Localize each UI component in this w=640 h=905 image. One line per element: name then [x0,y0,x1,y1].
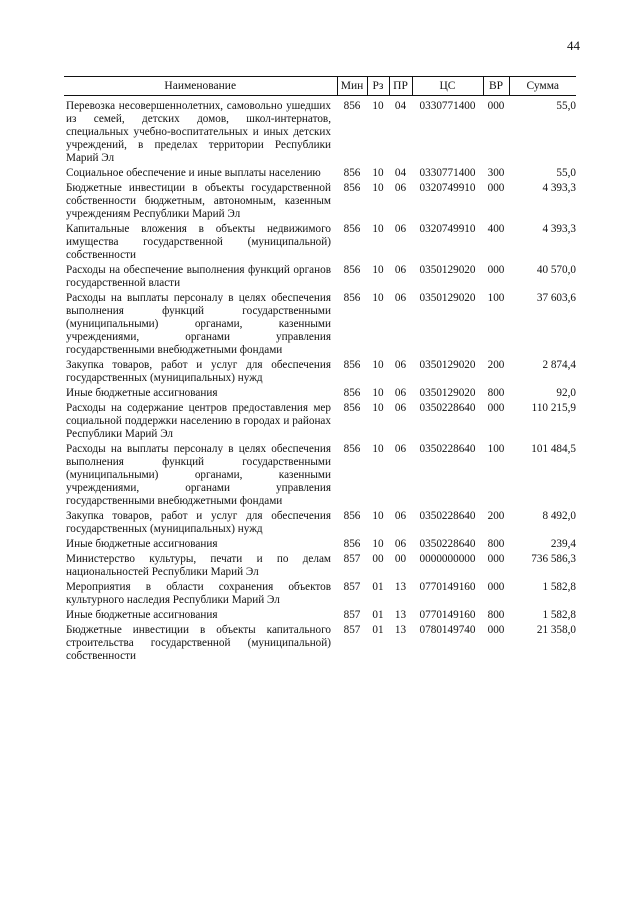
cell-min: 856 [343,538,361,550]
cell-vr: 000 [487,581,505,593]
cell-name: Капитальные вложения в объекты недвижимого имущества государственной (муниципальной) собственности [66,223,331,261]
table-row [64,624,576,665]
table-row [64,292,576,359]
cell-vr: 000 [487,553,505,565]
cell-vr: 100 [487,443,505,455]
cell-pr: 06 [394,443,407,455]
cell-min: 856 [343,292,361,304]
cell-rz: 01 [372,609,384,621]
header-rz: Рз [367,77,389,96]
cell-rz: 10 [372,292,384,304]
cell-name: Расходы на обеспечение выполнения функций органов государственной власти [66,264,331,289]
cell-min: 857 [343,553,361,565]
cell-min: 856 [343,443,361,455]
cell-pr: 06 [394,292,407,304]
cell-min: 856 [343,167,361,179]
cell-pr: 06 [394,402,407,414]
cell-sum: 40 570,0 [536,264,576,276]
table-row [64,553,576,581]
cell-cs: 0350129020 [419,387,476,399]
cell-pr: 13 [394,581,407,593]
cell-pr: 13 [394,609,407,621]
cell-name: Расходы на выплаты персоналу в целях обеспечения выполнения функций государственными (муниципальными) органами, казенными учреждениями, органами управления государственными внебюджетными фондами [66,443,331,507]
cell-rz: 10 [372,510,384,522]
cell-rz: 10 [372,100,384,112]
cell-pr: 06 [394,182,407,194]
cell-min: 856 [343,402,361,414]
cell-name: Закупка товаров, работ и услуг для обеспечения государственных (муниципальных) нужд [66,510,331,535]
cell-cs: 0780149740 [419,624,476,636]
cell-vr: 000 [487,402,505,414]
cell-rz: 10 [372,387,384,399]
cell-sum: 1 582,8 [542,609,576,621]
cell-pr: 06 [394,223,407,235]
cell-name: Бюджетные инвестиции в объекты капитального строительства государственной (муниципальной) собственности [66,624,331,662]
cell-rz: 10 [372,402,384,414]
page-number: 44 [567,38,580,53]
cell-sum: 110 215,9 [531,402,576,414]
cell-pr: 06 [394,387,407,399]
cell-name: Иные бюджетные ассигнования [66,609,218,621]
cell-pr: 04 [394,167,407,179]
cell-vr: 200 [487,359,505,371]
cell-pr: 13 [394,624,407,636]
cell-rz: 01 [372,581,384,593]
cell-rz: 00 [372,553,384,565]
header-pr: ПР [389,77,412,96]
cell-rz: 10 [372,443,384,455]
cell-rz: 10 [372,264,384,276]
cell-vr: 800 [487,538,505,550]
cell-name: Иные бюджетные ассигнования [66,387,218,399]
cell-pr: 06 [394,359,407,371]
header-cs: ЦС [412,77,483,96]
cell-sum: 37 603,6 [536,292,576,304]
cell-cs: 0320749910 [419,223,476,235]
header-sum: Сумма [509,77,576,96]
table-row [64,443,576,510]
table-row [64,167,576,182]
cell-cs: 0350228640 [419,538,476,550]
cell-min: 857 [343,581,361,593]
cell-pr: 06 [394,510,407,522]
cell-name: Социальное обеспечение и иные выплаты населению [66,167,321,179]
table-row [64,609,576,624]
table-row [64,387,576,402]
cell-cs: 0770149160 [419,609,476,621]
cell-cs: 0770149160 [419,581,476,593]
table-row [64,538,576,553]
cell-name: Закупка товаров, работ и услуг для обеспечения государственных (муниципальных) нужд [66,359,331,384]
cell-sum: 239,4 [550,538,576,550]
cell-sum: 55,0 [556,100,576,112]
cell-rz: 10 [372,167,384,179]
cell-cs: 0350129020 [419,359,476,371]
cell-sum: 736 586,3 [531,553,576,565]
cell-min: 857 [343,609,361,621]
cell-name: Расходы на выплаты персоналу в целях обеспечения выполнения функций государственными (муниципальными) органами, казенными учреждениями, органами управления государственными внебюджетными фондами [66,292,331,356]
cell-vr: 000 [487,264,505,276]
cell-cs: 0350228640 [419,443,476,455]
cell-sum: 2 874,4 [542,359,576,371]
cell-cs: 0000000000 [419,553,476,565]
cell-vr: 800 [487,609,505,621]
table-body [64,96,576,666]
cell-cs: 0350129020 [419,264,476,276]
cell-sum: 4 393,3 [542,182,576,194]
cell-sum: 55,0 [556,167,576,179]
table-row [64,359,576,387]
cell-name: Мероприятия в области сохранения объектов культурного наследия Республики Марий Эл [66,581,331,606]
cell-min: 856 [343,359,361,371]
cell-min: 856 [343,223,361,235]
cell-vr: 200 [487,510,505,522]
header-vr: ВР [483,77,509,96]
cell-sum: 8 492,0 [542,510,576,522]
cell-sum: 1 582,8 [542,581,576,593]
cell-cs: 0320749910 [419,182,476,194]
cell-min: 856 [343,182,361,194]
cell-pr: 04 [394,100,407,112]
cell-rz: 01 [372,624,384,636]
cell-vr: 000 [487,624,505,636]
cell-min: 856 [343,387,361,399]
cell-sum: 4 393,3 [542,223,576,235]
cell-name: Расходы на содержание центров предоставления мер социальной поддержки населению в городах и районах Республики Марий Эл [66,402,331,440]
header-min: Мин [337,77,367,96]
cell-min: 856 [343,264,361,276]
header-name: Наименование [64,77,337,96]
cell-name: Министерство культуры, печати и по делам национальностей Республики Марий Эл [66,553,331,578]
cell-name: Бюджетные инвестиции в объекты государственной собственности бюджетным, автономным, казенным учреждениям Республики Марий Эл [66,182,331,220]
cell-rz: 10 [372,359,384,371]
table-row [64,264,576,292]
cell-vr: 100 [487,292,505,304]
cell-vr: 000 [487,182,505,194]
cell-sum: 21 358,0 [536,624,576,636]
cell-min: 856 [343,100,361,112]
cell-cs: 0350129020 [419,292,476,304]
cell-cs: 0330771400 [419,100,476,112]
cell-pr: 06 [394,264,407,276]
cell-name: Иные бюджетные ассигнования [66,538,218,550]
table-row [64,510,576,538]
table-row [64,402,576,443]
cell-rz: 10 [372,182,384,194]
cell-vr: 400 [487,223,505,235]
cell-rz: 10 [372,223,384,235]
cell-cs: 0330771400 [419,167,476,179]
cell-min: 856 [343,510,361,522]
cell-name: Перевозка несовершеннолетних, самовольно ушедших из семей, детских домов, школ-интернатов, специальных учебно-воспитательных и иных детских учреждений, в пределах территории Республики Марий Эл [66,100,331,164]
cell-min: 857 [343,624,361,636]
table-row [64,581,576,609]
table-header-row [64,77,576,96]
table-row [64,182,576,223]
table-row [64,96,576,168]
cell-sum: 101 484,5 [531,443,576,455]
cell-cs: 0350228640 [419,402,476,414]
cell-pr: 00 [394,553,407,565]
cell-vr: 000 [487,100,505,112]
cell-sum: 92,0 [556,387,576,399]
cell-rz: 10 [372,538,384,550]
cell-pr: 06 [394,538,407,550]
table-row [64,223,576,264]
cell-vr: 800 [487,387,505,399]
budget-table [64,76,576,665]
cell-cs: 0350228640 [419,510,476,522]
cell-vr: 300 [487,167,505,179]
